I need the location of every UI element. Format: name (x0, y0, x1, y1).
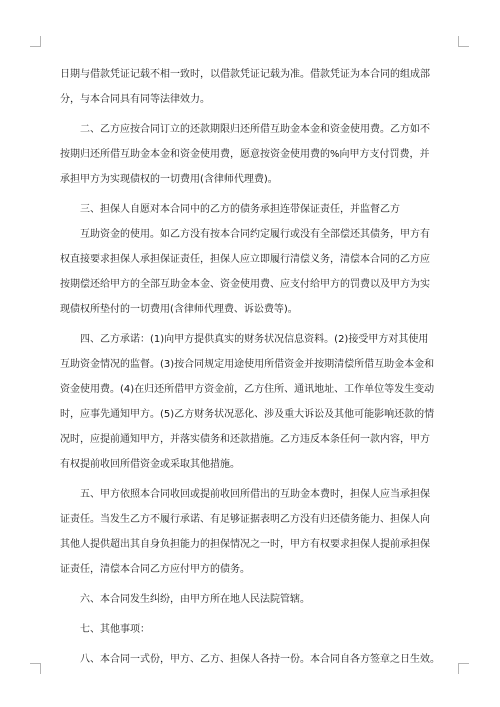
text-line: 况时，应提前通知甲方，并落实债务和还款措施。乙方违反本条任何一款内容，甲方 (60, 434, 430, 445)
text-line: 三、担保人自愿对本合同中的乙方的债务承担连带保证责任，并监督乙方 (60, 204, 400, 215)
text-line: 现债权所垫付的一切费用(含律师代理费、诉讼费等)。 (60, 304, 298, 315)
paragraph-clause-6 (60, 587, 444, 612)
text-line: 四、乙方承诺：(1)向甲方提供真实的财务状况信息资料。(2)接受甲方对其使用 (60, 334, 429, 345)
paragraph-clause-2 (60, 117, 444, 192)
text-line: 日期与借款凭证记载不相一致时，以借款凭证记载为准。借款凭证为本合同的组成部 (60, 69, 430, 80)
text-line: 其他人提供超出其自身负担能力的担保情况之一时，甲方有权要求担保人提前承担保 (60, 539, 430, 550)
paragraph-clause-8 (60, 647, 444, 672)
text-line: 互助资金情况的监督。(3)按合同规定用途使用所借资金并按期清偿所借互助金本金和 (60, 359, 435, 370)
text-line: 时，应事先通知甲方。(5)乙方财务状况恶化、涉及重大诉讼及其他可能影响还款的情 (60, 409, 435, 420)
crop-mark-bottom-right (458, 663, 469, 674)
text-line: 证责任，清偿本合同乙方应付甲方的债务。 (60, 564, 250, 575)
text-line: 有权提前收回所借资金或采取其他措施。 (60, 459, 240, 470)
text-line: 承担甲方为实现债权的一切费用(含律师代理费)。 (60, 174, 278, 185)
text-line: 二、乙方应按合同订立的还款期限归还所借互助金本金和资金使用费。乙方如不 (60, 124, 430, 135)
crop-mark-bottom-left (30, 663, 41, 674)
document-body (60, 62, 444, 672)
text-line: 按期归还所借互助金本金和资金使用费，愿意按资金使用费的%向甲方支付罚费，并 (60, 149, 430, 160)
text-line: 五、甲方依照本合同收回或提前收回所借出的互助金本费时，担保人应当承担保 (60, 489, 430, 500)
text-line: 六、本合同发生纠纷，由甲方所在地人民法院管辖。 (60, 594, 310, 605)
text-line: 权直接要求担保人承担保证责任，担保人应立即履行清偿义务，清偿本合同的乙方应 (60, 254, 430, 265)
paragraph-clause-4 (60, 327, 444, 477)
text-line: 分，与本合同具有同等法律效力。 (60, 94, 210, 105)
paragraph-clause-5 (60, 482, 444, 582)
paragraph-continuation (60, 62, 444, 112)
crop-mark-top-right (458, 36, 469, 47)
paragraph-clause-3 (60, 197, 444, 322)
text-line: 八、本合同一式份，甲方、乙方、担保人各持一份。本合同自各方签章之日生效。 (60, 654, 440, 665)
text-line: 资金使用费。(4)在归还所借甲方资金前，乙方住所、通讯地址、工作单位等发生变动 (60, 384, 435, 395)
text-line: 互助资金的使用。如乙方没有按本合同约定履行或没有全部偿还其债务，甲方有 (60, 229, 430, 240)
text-line: 证责任。当发生乙方不履行承诺、有足够证据表明乙方没有归还债务能力、担保人向 (60, 514, 430, 525)
crop-mark-top-left (30, 36, 41, 47)
text-line: 按期偿还给甲方的全部互助金本金、资金使用费、应支付给甲方的罚费以及甲方为实 (60, 279, 430, 290)
text-line: 七、其他事项： (60, 624, 150, 635)
paragraph-clause-7 (60, 617, 444, 642)
